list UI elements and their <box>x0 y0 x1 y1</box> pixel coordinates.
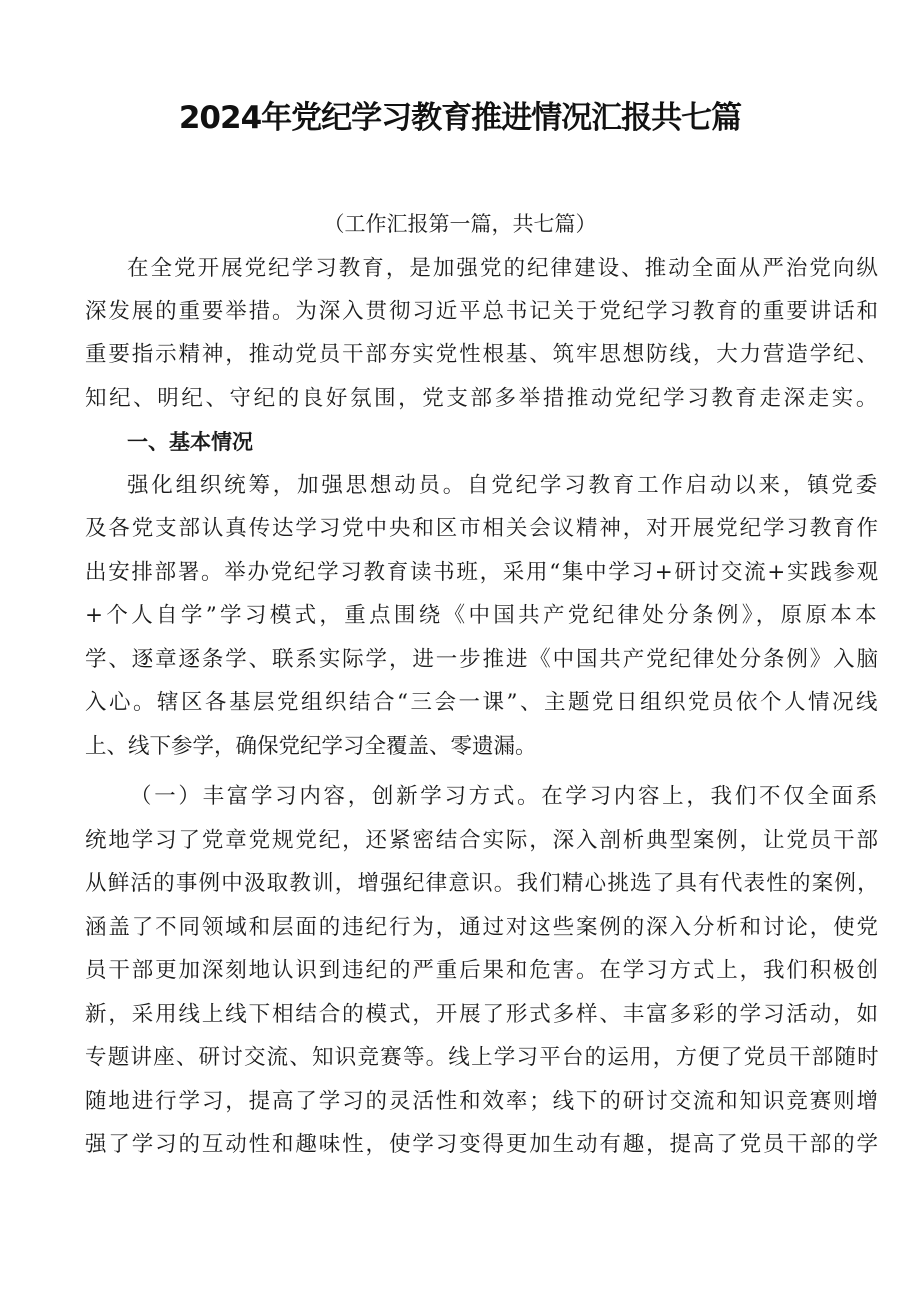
paragraph-line: 出安排部署。举办党纪学习教育读书班，采用“集中学习+研讨交流+实践参观 <box>85 560 880 585</box>
paragraph-line: 专题讲座、研讨交流、知识竞赛等。线上学习平台的运用，方便了党员干部随时 <box>85 1045 880 1070</box>
paragraph-line: 重要指示精神，推动党员干部夯实党性根基、筑牢思想防线，大力营造学纪、 <box>85 342 880 367</box>
paragraph-line: 新，采用线上线下相结合的模式，开展了形式多样、丰富多彩的学习活动，如 <box>85 1002 880 1027</box>
document-subtitle: （工作汇报第一篇，共七篇） <box>323 212 597 236</box>
section-heading: 一、基本情况 <box>127 430 253 454</box>
paragraph-line: 学、逐章逐条学、联系实际学，进一步推进《中国共产党纪律处分条例》入脑 <box>85 647 880 672</box>
paragraph-line: 员干部更加深刻地认识到违纪的严重后果和危害。在学习方式上，我们积极创 <box>85 958 880 983</box>
paragraph-line: 深发展的重要举措。为深入贯彻习近平总书记关于党纪学习教育的重要讲话和 <box>85 299 880 324</box>
paragraph-line: 强化组织统筹，加强思想动员。自党纪学习教育工作启动以来，镇党委 <box>127 473 880 498</box>
paragraph-line: 上、线下参学，确保党纪学习全覆盖、零遗漏。 <box>85 734 537 759</box>
paragraph-line: 涵盖了不同领域和层面的违纪行为，通过对这些案例的深入分析和讨论，使党 <box>85 915 880 940</box>
paragraph-line: +个人自学”学习模式，重点围绕《中国共产党纪律处分条例》，原原本本 <box>85 603 880 628</box>
paragraph-line: 强了学习的互动性和趣味性，使学习变得更加生动有趣，提高了党员干部的学 <box>85 1132 880 1157</box>
paragraph-line: （一）丰富学习内容，创新学习方式。在学习内容上，我们不仅全面系 <box>130 784 880 809</box>
paragraph-line: 及各党支部认真传达学习党中央和区市相关会议精神，对开展党纪学习教育作 <box>85 516 880 541</box>
paragraph-line: 统地学习了党章党规党纪，还紧密结合实际，深入剖析典型案例，让党员干部 <box>85 828 880 853</box>
paragraph-line: 入心。辖区各基层党组织结合“三会一课”、主题党日组织党员依个人情况线 <box>85 690 880 715</box>
paragraph-line: 从鲜活的事例中汲取教训，增强纪律意识。我们精心挑选了具有代表性的案例， <box>85 871 880 896</box>
paragraph-line: 在全党开展党纪学习教育，是加强党的纪律建设、推动全面从严治党向纵 <box>127 256 880 281</box>
paragraph-line: 随地进行学习，提高了学习的灵活性和效率；线下的研讨交流和知识竞赛则增 <box>85 1089 880 1114</box>
document-title: 2024年党纪学习教育推进情况汇报共七篇 <box>178 100 742 136</box>
paragraph-line: 知纪、明纪、守纪的良好氛围，党支部多举措推动党纪学习教育走深走实。 <box>85 386 880 411</box>
